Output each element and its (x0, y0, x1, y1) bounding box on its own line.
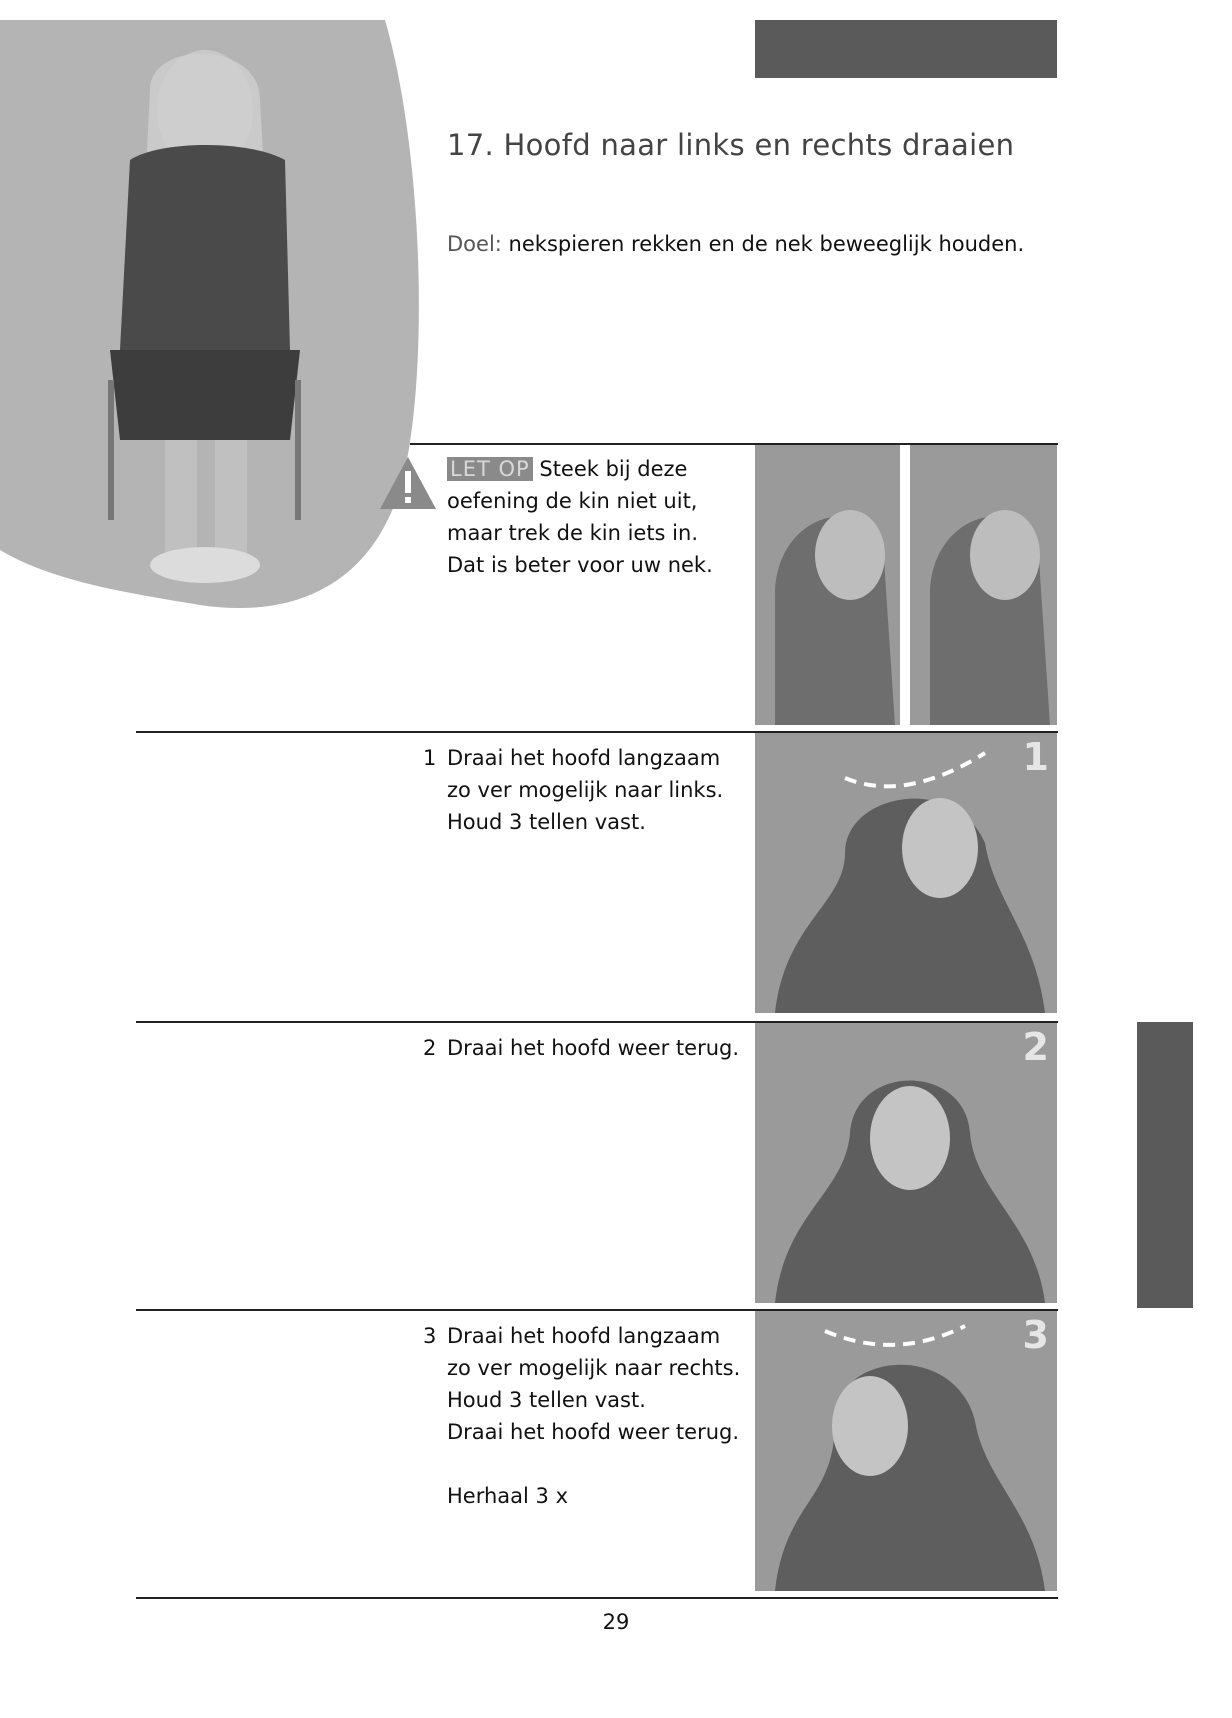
step-line: zo ver mogelijk naar links. (447, 778, 724, 802)
warning-line: Dat is beter voor uw nek. (447, 553, 713, 577)
section-divider (136, 1597, 1058, 1599)
step-1-photo (755, 733, 1057, 1013)
step-line: Houd 3 tellen vast. (447, 810, 646, 834)
step-3-photo-label: 3 (1022, 1313, 1049, 1357)
chapter-side-tab (1137, 1022, 1193, 1308)
step-1-photo-label: 1 (1022, 735, 1049, 779)
step-number: 3 (423, 1324, 437, 1348)
warning-line: Steek bij deze (539, 457, 688, 481)
step-line: Houd 3 tellen vast. (447, 1388, 646, 1412)
step-1-text (423, 742, 724, 838)
step-3-photo (755, 1311, 1057, 1591)
seated-figure-photo (0, 20, 440, 610)
repeat-instruction: Herhaal 3 x (447, 1484, 568, 1508)
step-2-photo-label: 2 (1022, 1025, 1049, 1069)
step-line: zo ver mogelijk naar rechts. (447, 1356, 741, 1380)
warning-badge: LET OP (447, 457, 533, 481)
warning-line: maar trek de kin iets in. (447, 521, 698, 545)
chin-photo-incorrect (755, 445, 900, 725)
exercise-title: 17. Hoofd naar links en rechts draaien (447, 128, 1015, 162)
page-number: 29 (602, 1610, 630, 1634)
step-line: Draai het hoofd langzaam (447, 746, 721, 770)
warning-icon (378, 455, 438, 515)
step-2-text (423, 1032, 740, 1064)
exercise-goal (447, 232, 1024, 256)
step-line: Draai het hoofd weer terug. (447, 1420, 740, 1444)
step-2-photo (755, 1023, 1057, 1303)
header-bar (755, 20, 1057, 78)
step-3-text (423, 1320, 741, 1512)
step-number: 1 (423, 746, 437, 770)
step-line: Draai het hoofd weer terug. (447, 1036, 740, 1060)
goal-text: nekspieren rekken en de nek beweeglijk houden. (508, 232, 1025, 256)
step-line: Draai het hoofd langzaam (447, 1324, 721, 1348)
chin-photo-correct (910, 445, 1057, 725)
goal-label: Doel: (447, 232, 502, 256)
warning-text (447, 453, 713, 581)
step-number: 2 (423, 1036, 437, 1060)
warning-line: oefening de kin niet uit, (447, 489, 698, 513)
